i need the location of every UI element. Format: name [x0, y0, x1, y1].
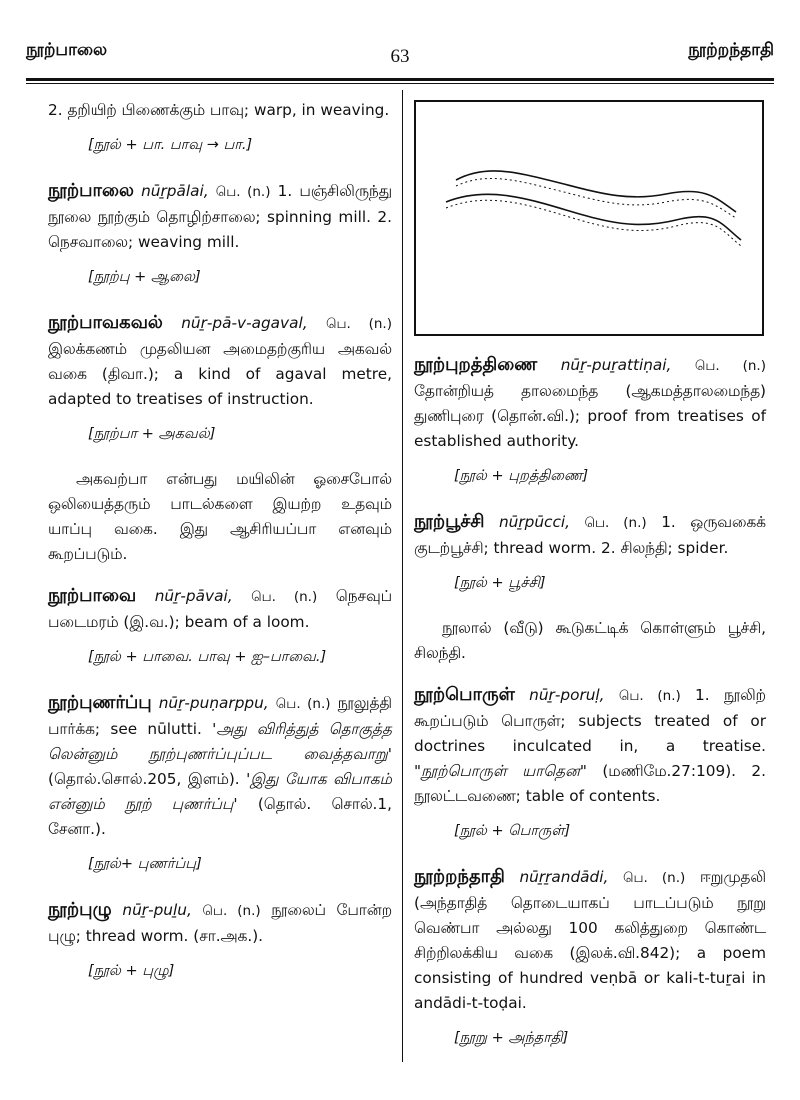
entry-nurporul [414, 682, 766, 844]
headword: நூற்புறத்திணை [414, 354, 538, 375]
entry-etymology: [நூற்பா + அகவல்] [88, 426, 216, 442]
entry-nurrandadi [414, 864, 766, 1051]
transliteration: nūṟ-poruḷ, [529, 686, 605, 704]
entry-nurpavagaval [48, 310, 392, 567]
entry-citation: (தொல்.சொல்.205, இளம்). [48, 770, 240, 788]
entry-citation: (மணிமே.27:109). [602, 762, 737, 780]
headword: நூற்புணர்ப்பு [48, 692, 152, 713]
headword: நூற்பாவகவல் [48, 312, 163, 333]
header-rule [26, 78, 774, 84]
thread-worm-illustration [414, 100, 764, 336]
entry-etymology: [நூல்+ புணர்ப்பு] [88, 856, 202, 872]
entry-sense: 2. தறியிற் பிணைக்கும் பாவு; warp, in weaving. [48, 101, 390, 119]
entry-etymology: [நூல் + பா. பாவு → பா.] [88, 137, 253, 153]
entry-sense: நெசவுப் படைமரம் (இ.வ.); beam of a loom. [48, 587, 392, 631]
entry-sense: 1. ஒருவகைக் குடற்பூச்சி; thread worm. 2. சிலந்தி; spider. [414, 513, 766, 557]
column-divider [402, 90, 403, 1062]
entry-continued [48, 98, 392, 158]
entry-sense: 1. பஞ்சிலிருந்து நூலை நூற்கும் தொழிற்சாலை; spinning mill. 2. நெசவாலை; weaving mill. [48, 182, 392, 251]
entry-quote: 'இது யோக விபாகம் என்னும் நூற் புணர்ப்பு' [48, 770, 392, 813]
part-of-speech: பெ. (n.) [275, 696, 331, 712]
entry-sense: நூலைப் போன்ற புழு; thread worm. (சா.அக.). [48, 901, 392, 945]
headword: நூற்பொருள் [414, 684, 515, 705]
entry-etymology: [நூல் + பாவை. பாவு + ஐ–பாவை.] [88, 649, 327, 665]
transliteration: nūṟ-pā-v-agaval, [181, 314, 308, 332]
part-of-speech: பெ. (n.) [623, 870, 686, 886]
entry-quote: 'அது விரித்துத் தொகுத்த லென்னும் நூற்புணர்ப்புப்பட வைத்தவாறு' [48, 720, 392, 763]
entry-etymology: [நூறு + அந்தாதி] [454, 1030, 569, 1046]
entry-sense: இலக்கணம் முதலியன அமைதற்குரிய அகவல் வகை (திவா.); a kind of agaval metre, adapted to treatises of instruction. [48, 340, 392, 408]
part-of-speech: பெ. (n.) [694, 358, 766, 374]
transliteration: nūṟṟandādi, [519, 868, 609, 886]
entry-nurpunarppu [48, 690, 392, 877]
entry-note: நூலால் (வீடு) கூடுகட்டிக் கொள்ளும் பூச்சி, சிலந்தி. [414, 619, 766, 662]
transliteration: nūṟ-puḻu, [122, 901, 192, 919]
entry-sense: தோன்றியத் தாலமைந்த (ஆகமத்தாலமைந்த) துணிபுரை (தொன்.வி.); proof from treatises of established authority. [414, 382, 766, 450]
entry-nurpuzhu [48, 897, 392, 984]
transliteration: nūṟpālai, [141, 182, 209, 200]
page-header [26, 40, 774, 80]
part-of-speech: பெ. (n.) [618, 688, 681, 704]
worm-upper-edge [456, 178, 736, 218]
page-number: 63 [390, 46, 410, 67]
entry-etymology: [நூல் + பொருள்] [454, 823, 571, 839]
entry-etymology: [நூல் + புழு] [88, 963, 175, 979]
worm-lower-edge [446, 200, 741, 246]
entry-note: அகவற்பா என்பது மயிலின் ஓசைபோல் ஒலியைத்தரும் பாடல்களை இயற்ற உதவும் யாப்பு வகை. இது ஆசிரியப்பா எனவும் கூறப்படும். [48, 470, 392, 563]
transliteration: nūṟ-puṟattiṇai, [560, 356, 672, 374]
part-of-speech: பெ. (n.) [215, 184, 271, 200]
headword: நூற்றந்தாதி [414, 866, 505, 887]
entry-nurpucci [414, 509, 766, 666]
part-of-speech: பெ. (n.) [584, 515, 647, 531]
entry-nurpalai [48, 178, 392, 290]
entry-citation: (தொல். சொல்.1, சேனா.). [48, 795, 392, 838]
worm-drawing [416, 102, 762, 334]
worm-lower [446, 194, 741, 240]
transliteration: nūṟpūcci, [498, 513, 570, 531]
worm-upper [456, 171, 736, 212]
transliteration: nūṟ-pāvai, [154, 587, 233, 605]
headword: நூற்பூச்சி [414, 511, 485, 532]
headword: நூற்பாலை [48, 180, 134, 201]
headword: நூற்புழு [48, 899, 112, 920]
entry-etymology: [நூல் + புறத்திணை] [454, 468, 589, 484]
part-of-speech: பெ. (n.) [251, 589, 318, 605]
entry-etymology: [நூற்பு + ஆலை] [88, 269, 201, 285]
header-right-guideword: நூற்றந்தாதி [688, 40, 774, 60]
entry-sense: 1. நூலிற் கூறப்படும் பொருள்; subjects treated of or doctrines inculcated in, a treatise. [414, 686, 766, 755]
header-left-guideword: நூற்பாலை [26, 40, 108, 60]
left-column [48, 98, 392, 1004]
part-of-speech: பெ. (n.) [325, 316, 392, 332]
transliteration: nūṟ-puṇarppu, [158, 694, 269, 712]
entry-quote: "நூற்பொருள் யாதென" [414, 762, 587, 780]
headword: நூற்பாவை [48, 585, 137, 606]
entry-etymology: [நூல் + பூச்சி] [454, 575, 546, 591]
entry-nurpavai [48, 583, 392, 670]
entry-sense: நூலுத்தி பார்க்க; see nūlutti. [48, 694, 392, 738]
entry-nurpurattinai [414, 352, 766, 489]
entry-sense: ஈறுமுதலி (அந்தாதித் தொடையாகப் பாடப்படும் நூறு வெண்பா அல்லது 100 கலித்துறை கொண்ட சிற்றிலக்கிய வகை (இலக்.வி.842); a poem consisting of hundred veṇbā or kali-t-tuṟai in andādi-t-toḍai. [414, 868, 766, 1012]
part-of-speech: பெ. (n.) [202, 903, 261, 919]
right-column [414, 98, 766, 1071]
entry-sense: 2. நூலட்டவணை; table of contents. [414, 762, 766, 805]
